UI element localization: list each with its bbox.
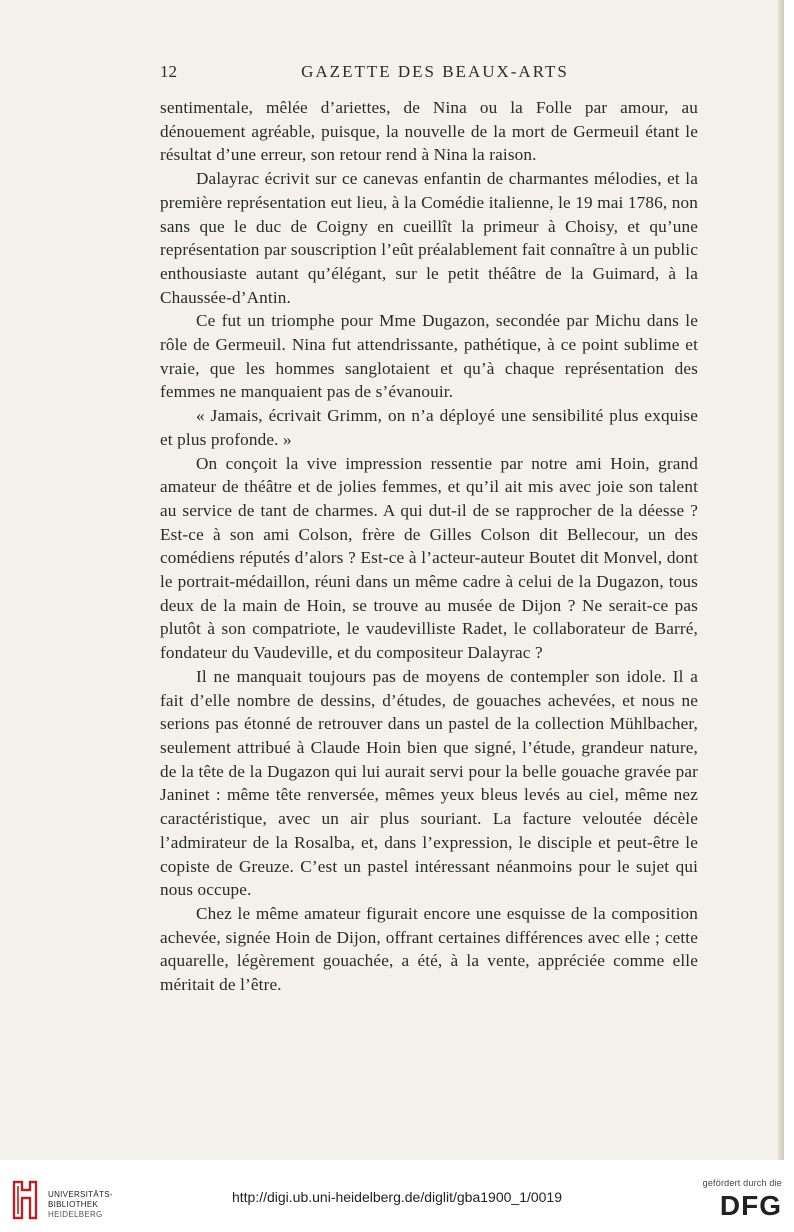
dfg-logo[interactable]: DFG [719,1190,782,1221]
paragraph: « Jamais, écrivait Grimm, on n’a déployé une sensibilité plus exquise et plus profonde. » [160,406,698,449]
library-line: HEIDELBERG [48,1210,103,1219]
page-number: 12 [160,62,177,81]
paragraph: Chez le même amateur figurait encore une esquisse de la composition achevée, signée Hoin de Dijon, offrant certaines différences avec elle ; cette aquarelle, légèrement gouachée, a été, à la vente, appréciée comme elle méritait de l’être. [160,903,698,995]
running-title: GAZETTE DES BEAUX-ARTS [301,62,569,81]
library-line: UNIVERSITÄTS- [48,1190,113,1199]
permalink-url[interactable]: http://digi.ub.uni-heidelberg.de/diglit/gba1900_1/0019 [231,1189,563,1205]
paragraph: Il ne manquait toujours pas de moyens de contempler son idole. Il a fait d’elle nombre de dessins, d’études, de gouaches achevées, et nous ne serions pas étonné de retrouver dans un pastel de la collection Mühlbacher, seulement attribué à Claude Hoin bien que signé, l’étude, grandeur nature, de la tête de la Dugazon qui lui aurait servi pour la belle gouache gravée par Janinet : même tête renversée, mêmes yeux bleus levés au ciel, même nez caractéristique, avec un air plus souriant. La facture veloutée décèle l’admirateur de la Rosalba, et, dans l’expression, le disciple et peut-être le copiste de Greuze. C’est un pastel intéressant néanmoins pour le sujet qui nous occupe. [160,666,698,900]
viewer-footer [0,1160,794,1232]
paragraph: Ce fut un triomphe pour Mme Dugazon, secondée par Michu dans le rôle de Germeuil. Nina fut attendrissante, pathétique, à ce point sublime et vraie, que les hommes sanglotaient et qu’à chaque représentation des femmes ne manquaient pas de s’évanouir. [160,311,698,402]
article-body [160,96,698,997]
paragraph: sentimentale, mêlée d’ariettes, de Nina ou la Folle par amour, au dénouement agréable, puisque, la nouvelle de la mort de Germeuil étant le résultat d’une erreur, son retour rend à Nina la raison. [160,98,698,165]
library-line: BIBLIOTHEK [48,1200,99,1209]
paragraph: On conçoit la vive impression ressentie par notre ami Hoin, grand amateur de théâtre et de jolies femmes, et qu’il ait mis avec joie son talent au service de tant de charmes. A qui dut-il de se rapprocher de la déesse ? Est-ce à son ami Colson, frère de Gilles Colson dit Bellecour, un des comédiens réputés d’alors ? Est-ce à l’acteur-auteur Boutet dit Monvel, dont le portrait-médaillon, réuni dans un même cadre à celui de la Dugazon, tous deux de la main de Hoin, se trouve au musée de Dijon ? Ne serait-ce pas plutôt à son compatriote, le vaudevilliste Radet, le collaborateur de Barré, fondateur du Vaudeville, et du compositeur Dalayrac ? [160,453,698,663]
funder-block [672,1178,782,1222]
running-header [160,62,700,86]
paragraph: Dalayrac écrivit sur ce canevas enfantin de charmantes mélodies, et la première représentation eut lieu, à la Comédie italienne, le 19 mai 1786, non sans que le duc de Coigny en cueillît la primeur à Choisy, et qu’une représentation par souscription l’eût préalablement fait connaître à un public enthousiaste autant qu’élégant, sur le petit théâtre de la Guimard, à la Chaussée-d’Antin. [160,169,698,307]
funder-label: gefördert durch die [702,1178,782,1188]
